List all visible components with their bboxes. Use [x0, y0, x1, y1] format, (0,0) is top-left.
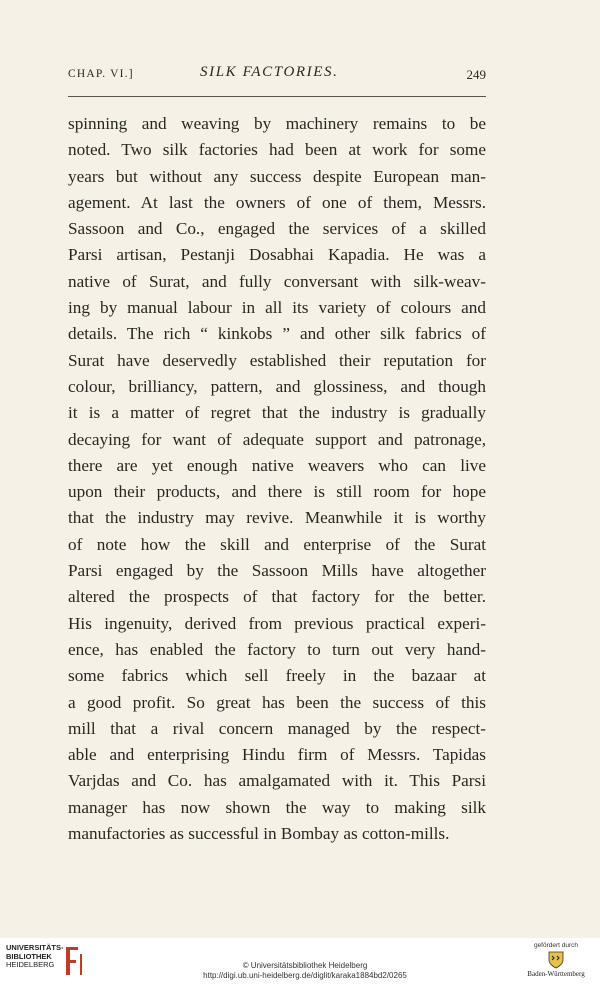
text-line: Parsi engaged by the Sassoon Mills have altogether	[68, 561, 486, 581]
text-line: ence, has enabled the factory to turn out very hand-	[68, 639, 486, 659]
funded-by-label: gefördert durch	[533, 942, 579, 949]
text-line: of note how the skill and enterprise of the Surat	[68, 534, 486, 554]
text-line: Sassoon and Co., engaged the services of a skilled	[68, 219, 486, 239]
chapter-label: CHAP. VI.]	[68, 68, 134, 80]
library-footer	[0, 938, 600, 985]
text-line: spinning and weaving by machinery remains to be	[68, 114, 486, 133]
text-line: noted. Two silk factories had been at work for some	[68, 140, 486, 160]
text-line: able and enterprising Hindu firm of Messrs. Tapidas	[68, 745, 486, 765]
text-line: some fabrics which sell freely in the bazaar at	[68, 666, 486, 686]
permalink[interactable]: http://digi.ub.uni-heidelberg.de/diglit/karaka1884bd2/0265	[203, 970, 407, 980]
text-line: native of Surat, and fully conversant with silk-weav-	[68, 271, 486, 291]
body-text	[68, 111, 486, 847]
library-logo[interactable]	[6, 944, 98, 978]
text-line: His ingenuity, derived from previous practical experi-	[68, 613, 486, 633]
text-line: details. The rich “ kinkobs ” and other silk fabrics of	[68, 324, 486, 344]
page-number: 249	[466, 67, 486, 82]
text-line: manager has now shown the way to making silk	[68, 797, 486, 817]
header-rule	[68, 96, 486, 97]
running-head	[68, 64, 486, 86]
text-line: there are yet enough native weavers who can live	[68, 455, 486, 475]
text-line: it is a matter of regret that the industry is gradually	[68, 403, 486, 423]
text-line: Surat have deservedly established their reputation for	[68, 350, 486, 370]
text-line: colour, brilliancy, pattern, and glossiness, and though	[68, 376, 486, 396]
text-line: ing by manual labour in all its variety of colours and	[68, 298, 486, 318]
funder-name: Baden-Württemberg	[527, 970, 585, 978]
text-line: upon their products, and there is still room for hope	[68, 482, 486, 502]
text-line: years but without any success despite European man-	[68, 166, 486, 186]
library-mark-icon	[62, 944, 84, 978]
text-line: Varjdas and Co. has amalgamated with it. This Parsi	[68, 771, 486, 791]
running-title: SILK FACTORIES.	[200, 64, 339, 80]
text-line: mill that a rival concern managed by the respect-	[68, 718, 486, 738]
library-name: UNIVERSITÄTS- BIBLIOTHEK HEIDELBERG	[6, 943, 64, 970]
funder-block	[520, 942, 592, 978]
text-line: manufactories as successful in Bombay as cotton-mills.	[68, 824, 450, 844]
text-line: altered the prospects of that factory for the better.	[68, 587, 486, 607]
text-line: that the industry may revive. Meanwhile it is worthy	[68, 508, 486, 528]
text-line: agement. At last the owners of one of them, Messrs.	[68, 192, 486, 212]
copyright-text: © Universitätsbibliothek Heidelberg	[242, 961, 368, 970]
text-line: Parsi artisan, Pestanji Dosabhai Kapadia. He was a	[68, 245, 486, 265]
copyright-notice	[175, 961, 435, 980]
text-line: decaying for want of adequate support and patronage,	[68, 429, 486, 449]
text-line: a good profit. So great has been the success of this	[68, 692, 486, 712]
state-crest-icon	[548, 951, 564, 969]
